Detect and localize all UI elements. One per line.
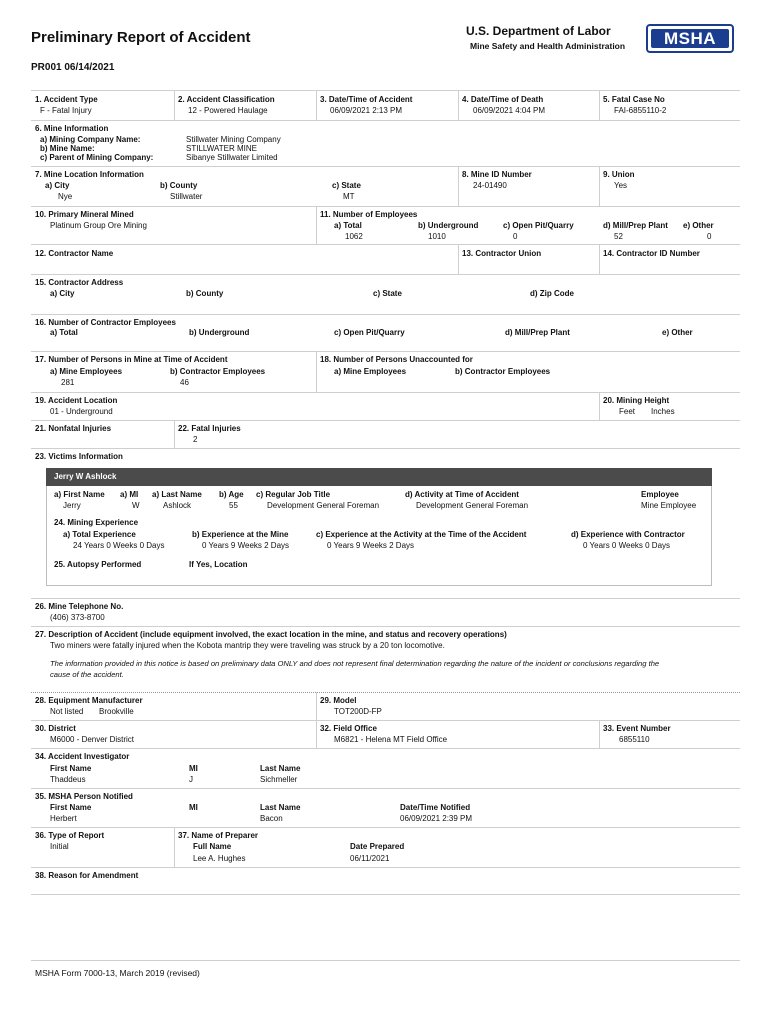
field-label: b) Mine Name: — [40, 144, 95, 153]
accident-type-value: F - Fatal Injury — [40, 106, 92, 115]
notified-first-name: Herbert — [50, 814, 77, 823]
divider — [31, 867, 740, 868]
field-label: 28. Equipment Manufacturer — [35, 696, 143, 705]
field-label: b) Contractor Employees — [170, 367, 266, 376]
field-label: 6. Mine Information — [35, 124, 109, 133]
field-label: First Name — [50, 803, 92, 812]
field-label: 38. Reason for Amendment — [35, 871, 139, 880]
field-label: 13. Contractor Union — [462, 249, 542, 258]
exp-contractor-value: 0 Years 0 Weeks 0 Days — [583, 541, 671, 550]
mine-telephone-value: (406) 373-8700 — [50, 613, 105, 622]
union-value: Yes — [614, 181, 628, 190]
divider — [31, 120, 740, 121]
field-label: 33. Event Number — [603, 724, 671, 733]
field-label: c) Experience at the Activity at the Time of the Accident — [316, 530, 527, 539]
field-label: 4. Date/Time of Death — [462, 95, 544, 104]
divider — [31, 420, 740, 421]
field-label: a) City — [50, 289, 75, 298]
divider — [31, 206, 740, 207]
field-label: c) Open Pit/Quarry — [334, 328, 405, 337]
field-office-value: M6821 - Helena MT Field Office — [334, 735, 448, 744]
notified-last-name: Bacon — [260, 814, 283, 823]
form-footer: MSHA Form 7000-13, March 2019 (revised) — [35, 968, 200, 978]
accident-description: Two miners were fatally injured when the Kobota mantrip they were traveling was struck by a 20 ton locomotive. — [50, 641, 445, 650]
field-label: 35. MSHA Person Notified — [35, 792, 133, 801]
field-label: c) State — [332, 181, 361, 190]
exp-mine-value: 0 Years 9 Weeks 2 Days — [202, 541, 290, 550]
exp-activity-value: 0 Years 9 Weeks 2 Days — [327, 541, 415, 550]
field-label: 11. Number of Employees — [320, 210, 418, 219]
field-label: 16. Number of Contractor Employees — [35, 318, 176, 327]
investigator-first-name: Thaddeus — [50, 775, 86, 784]
divider — [458, 166, 459, 206]
field-label: a) City — [45, 181, 70, 190]
divider — [31, 894, 740, 895]
field-label: 5. Fatal Case No — [603, 95, 665, 104]
field-label: Employee — [641, 490, 679, 499]
field-label: b) Underground — [418, 221, 479, 230]
field-label: 18. Number of Persons Unaccounted for — [320, 355, 473, 364]
agency-name: Mine Safety and Health Administration — [470, 41, 626, 51]
notified-datetime: 06/09/2021 2:39 PM — [400, 814, 473, 823]
accident-location-value: 01 - Underground — [50, 407, 113, 416]
field-label: First Name — [50, 764, 92, 773]
field-label: 36. Type of Report — [35, 831, 105, 840]
divider — [316, 90, 317, 120]
field-label: e) Other — [662, 328, 693, 337]
field-label: c) Parent of Mining Company: — [40, 153, 154, 162]
field-label: a) Mine Employees — [334, 367, 407, 376]
field-label: a) Mine Employees — [50, 367, 123, 376]
field-label: b) Contractor Employees — [455, 367, 551, 376]
divider — [31, 166, 740, 167]
field-label: Last Name — [260, 803, 301, 812]
field-label: c) State — [373, 289, 402, 298]
field-label: 14. Contractor ID Number — [603, 249, 700, 258]
report-id: PR001 06/14/2021 — [31, 62, 115, 73]
field-label: 23. Victims Information — [35, 452, 123, 461]
divider — [599, 244, 600, 274]
field-label: e) Other — [683, 221, 714, 230]
model-value: TOT200D-FP — [334, 707, 382, 716]
divider — [174, 827, 175, 867]
field-label: 30. District — [35, 724, 76, 733]
field-label: 9. Union — [603, 170, 635, 179]
divider — [316, 692, 317, 720]
field-label: 8. Mine ID Number — [462, 170, 532, 179]
employees-mill-value: 52 — [614, 232, 623, 241]
msha-logo — [646, 24, 734, 53]
field-label: MI — [189, 764, 198, 773]
field-label: 21. Nonfatal Injuries — [35, 424, 112, 433]
divider — [31, 90, 740, 91]
field-label: 37. Name of Preparer — [178, 831, 259, 840]
divider — [599, 166, 600, 206]
field-label: 20. Mining Height — [603, 396, 670, 405]
field-label: 27. Description of Accident (include equipment involved, the exact location in the mine, and status and recovery operations) — [35, 630, 507, 639]
divider — [174, 90, 175, 120]
persons-contractor-value: 46 — [180, 378, 189, 387]
field-label: b) Experience at the Mine — [192, 530, 289, 539]
divider — [31, 748, 740, 749]
field-label: 29. Model — [320, 696, 357, 705]
disclaimer-line-2: cause of the accident. — [50, 670, 124, 679]
field-label: a) Mining Company Name: — [40, 135, 141, 144]
divider — [458, 90, 459, 120]
district-value: M6000 - Denver District — [50, 735, 135, 744]
field-label: d) Mill/Prep Plant — [505, 328, 570, 337]
investigator-mi: J — [189, 775, 193, 784]
exp-total-value: 24 Years 0 Weeks 0 Days — [73, 541, 165, 550]
investigator-last-name: Sichmeller — [260, 775, 298, 784]
mining-height-feet: Feet — [619, 407, 636, 416]
divider — [31, 392, 740, 393]
mine-id-value: 24-01490 — [473, 181, 507, 190]
divider — [599, 392, 600, 420]
field-label: Last Name — [260, 764, 301, 773]
field-label: b) County — [160, 181, 198, 190]
divider — [31, 598, 740, 599]
divider — [31, 448, 740, 449]
victim-name-header: Jerry W Ashlock — [46, 468, 712, 486]
logo-text: MSHA — [651, 29, 729, 48]
field-label: MI — [189, 803, 198, 812]
field-label: c) Regular Job Title — [256, 490, 331, 499]
death-datetime-value: 06/09/2021 4:04 PM — [473, 106, 546, 115]
field-label: Full Name — [193, 842, 232, 851]
department-name: U.S. Department of Labor — [466, 24, 611, 38]
accident-datetime-value: 06/09/2021 2:13 PM — [330, 106, 403, 115]
field-label: c) Open Pit/Quarry — [503, 221, 574, 230]
field-label: d) Activity at Time of Accident — [405, 490, 519, 499]
field-label: 25. Autopsy Performed — [54, 560, 142, 569]
divider — [31, 692, 740, 693]
field-label: d) Mill/Prep Plant — [603, 221, 668, 230]
city-value: Nye — [58, 192, 73, 201]
field-label: 22. Fatal Injuries — [178, 424, 241, 433]
manufacturer-value-1: Not listed — [50, 707, 84, 716]
field-label: d) Zip Code — [530, 289, 574, 298]
field-label: a) Total — [50, 328, 78, 337]
fatal-case-no-value: FAI-6855110-2 — [614, 106, 667, 115]
victim-mi: W — [132, 501, 140, 510]
field-label: a) MI — [120, 490, 139, 499]
victim-age: 55 — [229, 501, 238, 510]
field-label: 1. Accident Type — [35, 95, 98, 104]
field-label: a) First Name — [54, 490, 105, 499]
victim-last-name: Ashlock — [163, 501, 192, 510]
field-label: 34. Accident Investigator — [35, 752, 130, 761]
company-name-value: Stillwater Mining Company — [186, 135, 281, 144]
victim-job-title: Development General Foreman — [267, 501, 380, 510]
field-label: 12. Contractor Name — [35, 249, 114, 258]
field-label: b) Age — [219, 490, 244, 499]
page-title: Preliminary Report of Accident — [31, 29, 251, 46]
divider — [316, 206, 317, 244]
divider — [31, 788, 740, 789]
parent-company-value: Sibanye Stillwater Limited — [186, 153, 278, 162]
divider — [31, 274, 740, 275]
divider — [31, 626, 740, 627]
victim-activity: Development General Foreman — [416, 501, 529, 510]
persons-mine-value: 281 — [61, 378, 75, 387]
mine-name-value: STILLWATER MINE — [186, 144, 257, 153]
divider — [458, 244, 459, 274]
employees-underground-value: 1010 — [428, 232, 446, 241]
divider — [31, 960, 740, 961]
disclaimer-line-1: The information provided in this notice is based on preliminary data ONLY and does not represent final determination regarding the nature of the incident or conclusions regarding the — [50, 659, 660, 668]
field-label: b) County — [186, 289, 224, 298]
report-type-value: Initial — [50, 842, 69, 851]
county-value: Stillwater — [170, 192, 203, 201]
field-label: 32. Field Office — [320, 724, 377, 733]
primary-mineral-value: Platinum Group Ore Mining — [50, 221, 147, 230]
field-label: 19. Accident Location — [35, 396, 118, 405]
field-label: 2. Accident Classification — [178, 95, 275, 104]
divider — [31, 244, 740, 245]
event-number-value: 6855110 — [619, 735, 650, 744]
field-label: Date Prepared — [350, 842, 405, 851]
divider — [31, 314, 740, 315]
field-label: b) Underground — [189, 328, 250, 337]
divider — [316, 720, 317, 748]
field-label: 3. Date/Time of Accident — [320, 95, 413, 104]
employees-openpit-value: 0 — [513, 232, 518, 241]
mining-height-inches: Inches — [651, 407, 675, 416]
field-label: 24. Mining Experience — [54, 518, 139, 527]
field-label: d) Experience with Contractor — [571, 530, 685, 539]
divider — [316, 351, 317, 392]
field-label: 26. Mine Telephone No. — [35, 602, 124, 611]
field-label: a) Total Experience — [63, 530, 136, 539]
field-label: 10. Primary Mineral Mined — [35, 210, 134, 219]
divider — [174, 420, 175, 448]
victim-first-name: Jerry — [63, 501, 81, 510]
state-value: MT — [343, 192, 355, 201]
employees-total-value: 1062 — [345, 232, 363, 241]
field-label: 17. Number of Persons in Mine at Time of Accident — [35, 355, 228, 364]
manufacturer-value-2: Brookville — [99, 707, 134, 716]
field-label: 7. Mine Location Information — [35, 170, 144, 179]
victim-employee-type: Mine Employee — [641, 501, 697, 510]
field-label: 15. Contractor Address — [35, 278, 124, 287]
divider — [31, 351, 740, 352]
preparer-name: Lee A. Hughes — [193, 854, 246, 863]
field-label: a) Total — [334, 221, 362, 230]
divider — [599, 90, 600, 120]
divider — [599, 720, 600, 748]
prepared-date: 06/11/2021 — [350, 854, 390, 863]
field-label: Date/Time Notified — [400, 803, 471, 812]
divider — [31, 720, 740, 721]
employees-other-value: 0 — [707, 232, 712, 241]
divider — [31, 827, 740, 828]
field-label: a) Last Name — [152, 490, 202, 499]
accident-classification-value: 12 - Powered Haulage — [188, 106, 268, 115]
field-label: If Yes, Location — [189, 560, 248, 569]
fatal-injuries-value: 2 — [193, 435, 198, 444]
